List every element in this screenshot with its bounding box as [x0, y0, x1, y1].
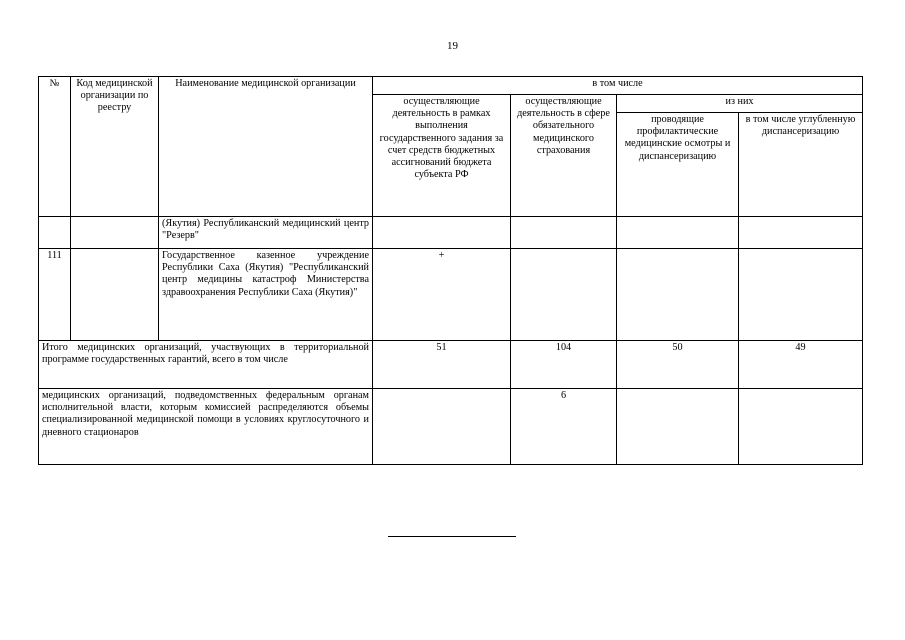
totals-label: Итого медицинских организаций, участвующих в территориальной программе государственных гарантий, всего в том числе: [39, 341, 373, 389]
row-code: [71, 217, 159, 249]
federal-row: [39, 389, 863, 465]
row-prof: [617, 249, 739, 341]
row-num: [39, 217, 71, 249]
header-row-1: [39, 77, 863, 95]
totals-budget: 51: [373, 341, 511, 389]
federal-budget: [373, 389, 511, 465]
row-budget: +: [373, 249, 511, 341]
header-deep: в том числе углубленную диспансеризацию: [739, 113, 863, 217]
row-name: (Якутия) Республиканский медицинский центр "Резерв": [159, 217, 373, 249]
row-oms: [511, 249, 617, 341]
header-budget: осуществляющие деятельность в рамках выполнения государственного задания за счет средств бюджетных ассигнований бюджета субъекта РФ: [373, 95, 511, 217]
row-oms: [511, 217, 617, 249]
totals-oms: 104: [511, 341, 617, 389]
header-name: Наименование медицинской организации: [159, 77, 373, 217]
row-deep: [739, 249, 863, 341]
federal-prof: [617, 389, 739, 465]
header-of-them: из них: [617, 95, 863, 113]
header-prof: проводящие профилактические медицинские осмотры и диспансеризацию: [617, 113, 739, 217]
totals-deep: 49: [739, 341, 863, 389]
medical-organizations-table: [38, 76, 863, 465]
federal-label: медицинских организаций, подведомственных федеральным органам исполнительной власти, которым комиссией распределяются объемы специализированной медицинской помощи в условиях круглосуточного и дневного стационаров: [39, 389, 373, 465]
federal-oms: 6: [511, 389, 617, 465]
row-budget: [373, 217, 511, 249]
table-row: [39, 217, 863, 249]
table-row: [39, 249, 863, 341]
header-num: №: [39, 77, 71, 217]
federal-deep: [739, 389, 863, 465]
row-deep: [739, 217, 863, 249]
row-num: 111: [39, 249, 71, 341]
row-code: [71, 249, 159, 341]
row-prof: [617, 217, 739, 249]
footnote-divider: [388, 536, 516, 537]
header-code: Код медицинской организации по реестру: [71, 77, 159, 217]
totals-row: [39, 341, 863, 389]
totals-prof: 50: [617, 341, 739, 389]
header-oms: осуществляющие деятельность в сфере обязательного медицинского страхования: [511, 95, 617, 217]
row-name: Государственное казенное учреждение Республики Саха (Якутия) "Республиканский центр медицины катастроф Министерства здравоохранения Республики Саха (Якутия)": [159, 249, 373, 341]
page-number: 19: [447, 40, 458, 52]
header-including: в том числе: [373, 77, 863, 95]
